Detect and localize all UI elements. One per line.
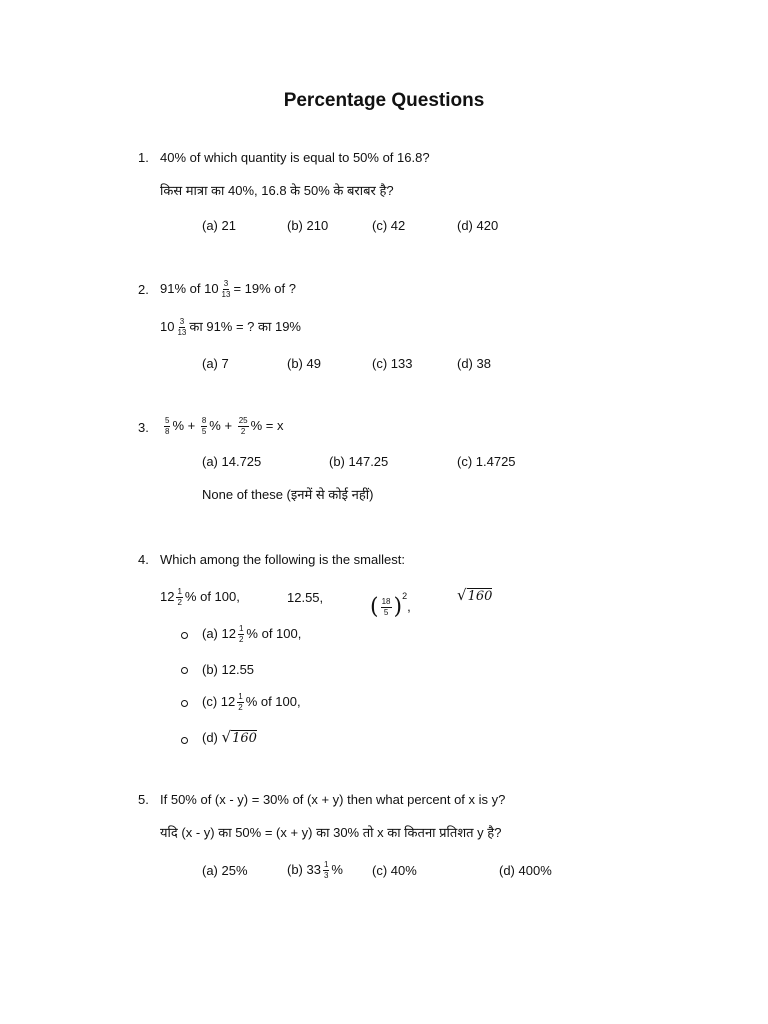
q2-english-post: = 19% of ?	[233, 281, 296, 296]
q2-hindi-pre: 10	[160, 319, 175, 334]
q5-english: If 50% of (x - y) = 30% of (x + y) then what percent of x is y?	[160, 792, 506, 807]
q5-option-b	[287, 859, 343, 881]
q5-option-d: (d) 400%	[499, 863, 552, 878]
q5-number: 5.	[138, 792, 149, 807]
q2-hindi	[160, 316, 301, 338]
q3-expression	[162, 415, 283, 437]
q3-term-3: % = x	[250, 418, 284, 433]
q5-hindi: यदि (x - y) का 50% = (x + y) का 30% तो x का कितना प्रतिशत y है?	[160, 825, 502, 840]
q2-option-a: (a) 7	[202, 356, 229, 371]
fraction-denominator: 5	[201, 427, 207, 437]
q3-option-b: (b) 147.25	[329, 454, 389, 469]
q5-option-b-pre: (b) 33	[287, 862, 321, 877]
q4-item-1-post: % of 100,	[184, 589, 240, 604]
fraction-numerator: 5	[165, 416, 170, 426]
right-paren: )	[393, 594, 403, 620]
square-root-icon: √	[457, 586, 467, 604]
fraction-numerator: 1	[238, 692, 243, 702]
q1-option-c: (c) 42	[372, 218, 406, 233]
q1-option-d: (d) 420	[457, 218, 499, 233]
q5-option-b-fraction	[323, 861, 329, 880]
fraction-numerator: 3	[179, 317, 185, 327]
q1-english: 40% of which quantity is equal to 50% of 16.8?	[160, 150, 430, 165]
q4-number: 4.	[138, 552, 149, 567]
q2-fraction	[221, 280, 232, 299]
fraction-denominator: 2	[238, 703, 243, 713]
q3-option-a: (a) 14.725	[202, 454, 262, 469]
q4-item-1	[160, 586, 240, 608]
q2-hindi-post: का 91% = ? का 19%	[189, 319, 301, 334]
q3-fraction-3	[238, 417, 249, 436]
q3-option-c: (c) 1.4725	[457, 454, 516, 469]
q4-item-3	[370, 582, 411, 622]
list-bullet	[181, 667, 188, 674]
q3-term-1: % +	[172, 418, 196, 433]
q4-option-b: (b) 12.55	[202, 662, 255, 677]
list-bullet	[181, 737, 188, 744]
list-bullet	[181, 632, 188, 639]
page-title: Percentage Questions	[283, 90, 485, 111]
q1-option-b: (b) 210	[287, 218, 329, 233]
q3-term-2: % +	[209, 418, 233, 433]
fraction-numerator: 1	[323, 860, 329, 870]
fraction-denominator: 13	[221, 290, 231, 300]
q4-option-a-post: % of 100,	[246, 626, 302, 641]
q1-number: 1.	[138, 150, 149, 165]
q2-option-d: (d) 38	[457, 356, 491, 371]
fraction-numerator: 1	[238, 624, 244, 634]
q4-item-4-radicand: 160	[467, 589, 493, 604]
q2-hindi-fraction	[176, 318, 187, 337]
q4-item-1-fraction	[176, 588, 182, 607]
q1-hindi: किस मात्रा का 40%, 16.8 के 50% के बराबर है?	[160, 183, 394, 198]
q2-option-b: (b) 49	[287, 356, 321, 371]
fraction-denominator: 13	[177, 328, 187, 338]
fraction-numerator: 18	[381, 597, 391, 607]
square-root-icon: √	[221, 728, 232, 746]
q4-item-4	[457, 588, 492, 603]
q4-option-d-pre: (d)	[202, 730, 218, 745]
fraction-numerator: 1	[177, 587, 182, 597]
q4-option-d	[202, 730, 257, 745]
q4-item-3-post: ,	[407, 599, 411, 614]
q2-english	[160, 278, 296, 300]
q3-number: 3.	[138, 420, 149, 435]
q1-option-a: (a) 21	[202, 218, 236, 233]
q2-english-pre: 91% of 10	[160, 281, 219, 296]
q3-option-none: None of these (इनमें से कोई नहीं)	[202, 487, 374, 502]
fraction-numerator: 8	[201, 416, 207, 426]
q4-option-c-fraction	[237, 693, 243, 712]
q4-english: Which among the following is the smallest:	[160, 552, 405, 567]
q4-option-a-pre: (a) 12	[202, 626, 236, 641]
q4-item-2: 12.55,	[287, 590, 324, 605]
q4-option-c	[202, 691, 301, 713]
q4-item-1-pre: 12	[160, 589, 175, 604]
q4-option-c-post: % of 100,	[245, 694, 301, 709]
q2-option-c: (c) 133	[372, 356, 413, 371]
q4-option-a-fraction	[238, 625, 244, 644]
fraction-denominator: 8	[165, 427, 170, 437]
fraction-denominator: 3	[323, 871, 329, 881]
q5-option-b-post: %	[331, 862, 343, 877]
fraction-denominator: 2	[177, 598, 182, 608]
q5-option-c: (c) 40%	[372, 863, 417, 878]
fraction-denominator: 2	[240, 427, 246, 437]
q4-option-d-radicand: 160	[232, 731, 257, 746]
q3-fraction-1	[164, 417, 170, 436]
fraction-denominator: 2	[238, 635, 244, 645]
q4-option-a	[202, 623, 301, 645]
fraction-numerator: 3	[223, 279, 229, 289]
q5-option-a: (a) 25%	[202, 863, 248, 878]
q4-item-3-fraction	[381, 598, 392, 617]
list-bullet	[181, 700, 188, 707]
fraction-denominator: 5	[383, 608, 389, 618]
q3-fraction-2	[201, 417, 207, 436]
q4-option-c-pre: (c) 12	[202, 694, 236, 709]
q4-item-3-exponent: 2	[402, 591, 408, 601]
q2-number: 2.	[138, 282, 149, 297]
fraction-numerator: 25	[238, 416, 248, 426]
left-paren: (	[370, 594, 379, 620]
